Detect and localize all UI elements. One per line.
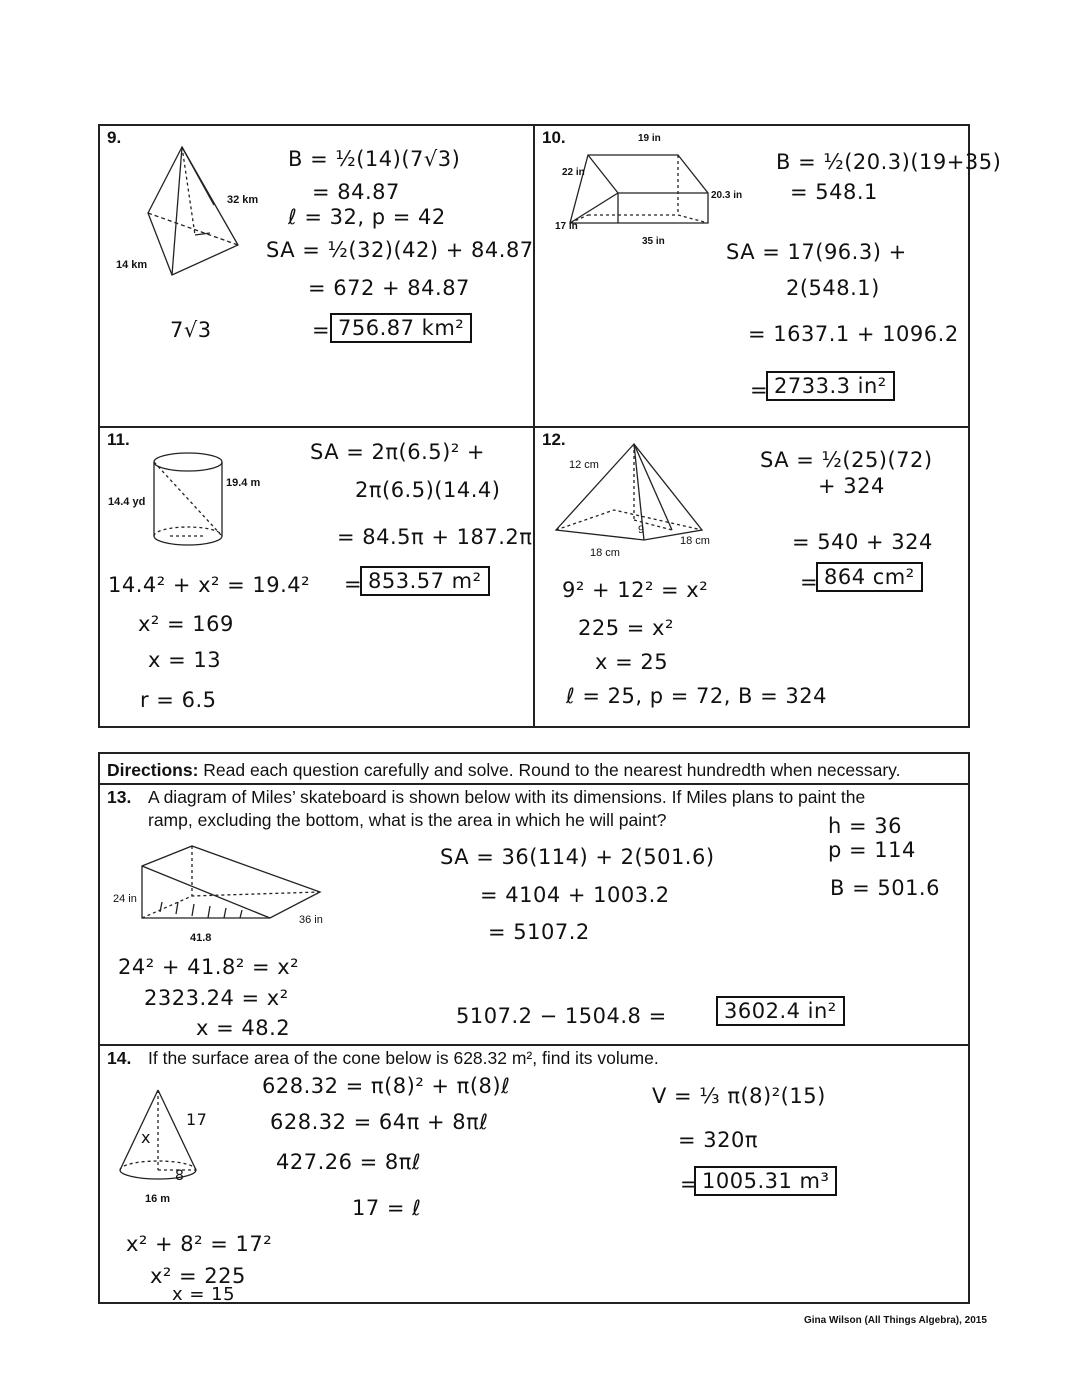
directions-label: Directions: [107, 760, 199, 780]
q13-work-5: 2323.24 = x² [144, 986, 289, 1010]
q11-answer: 853.57 m² [360, 566, 490, 596]
q9-work-5: = 672 + 84.87 [308, 276, 470, 300]
q14-answer: 1005.31 m³ [694, 1166, 837, 1196]
q11-height-label: 14.4 yd [108, 496, 146, 508]
q11-work-7: r = 6.5 [140, 688, 217, 712]
q14-equals: = [680, 1172, 699, 1196]
q13-work-2: = 4104 + 1003.2 [480, 883, 670, 907]
q13-work-3: = 5107.2 [488, 920, 590, 944]
q12-number: 12. [542, 430, 566, 449]
q13-p: p = 114 [828, 838, 916, 862]
q10-work-2: = 548.1 [790, 180, 878, 204]
q10-number: 10. [542, 128, 566, 147]
q13-height-label: 24 in [113, 893, 137, 905]
q13-number: 13. [107, 787, 132, 807]
q12-answer: 864 cm² [816, 562, 923, 592]
q14-work-2: 628.32 = 64π + 8πℓ [270, 1110, 489, 1134]
q11-diag-label: 19.4 m [226, 477, 261, 489]
q10-answer: 2733.3 in² [766, 371, 895, 401]
q11-work-3: = 84.5π + 187.2π [337, 525, 533, 549]
q10-work-3: SA = 17(96.3) + [726, 240, 907, 264]
q12-side-label: 18 cm [680, 535, 710, 547]
q13-base-label: 41.8 [190, 932, 212, 944]
q13-width-label: 36 in [299, 914, 323, 926]
q10-work-1: B = ½(20.3)(19+35) [776, 150, 1002, 174]
q14-number: 14. [107, 1048, 132, 1068]
q12-work-2: + 324 [818, 474, 885, 498]
directions-divider [98, 783, 970, 785]
q12-work-6: x = 25 [595, 650, 669, 674]
q11-work-6: x = 13 [148, 648, 222, 672]
q11-equals: = [344, 572, 363, 596]
q13-text-line2: ramp, excluding the bottom, what is the area in which he will paint? [148, 810, 667, 830]
q14-work-3: 427.26 = 8πℓ [276, 1150, 422, 1174]
q12-work-7: ℓ = 25, p = 72, B = 324 [566, 684, 827, 708]
q12-work-1: SA = ½(25)(72) [760, 448, 933, 472]
q13-b: B = 501.6 [830, 876, 940, 900]
q12-equals: = [800, 570, 819, 594]
q14-slant-label: 17 [186, 1110, 208, 1129]
q9-work-2: = 84.87 [312, 180, 400, 204]
q14-cone-figure [112, 1088, 202, 1188]
q11-work-1: SA = 2π(6.5)² + [310, 440, 486, 464]
q13-text-line1: A diagram of Miles’ skateboard is shown below with its dimensions. If Miles plans to paint the [148, 787, 866, 807]
q14-work-7: x² + 8² = 17² [126, 1232, 273, 1256]
q9-apothem-label: 7√3 [170, 318, 212, 342]
q13-h: h = 36 [828, 814, 902, 838]
q9-equals: = [312, 318, 331, 342]
q10-bottom-label: 35 in [642, 236, 665, 247]
q13-work-7: 5107.2 − 1504.8 = [456, 1004, 667, 1028]
q9-work-1: B = ½(14)(7√3) [288, 147, 461, 171]
q13-work-1: SA = 36(114) + 2(501.6) [440, 845, 715, 869]
q12-work-5: 225 = x² [578, 616, 674, 640]
q13-work-4: 24² + 41.8² = x² [118, 955, 300, 979]
q14-work-5: V = ⅓ π(8)²(15) [652, 1084, 826, 1108]
q12-work-4: 9² + 12² = x² [562, 578, 709, 602]
credit-line: Gina Wilson (All Things Algebra), 2015 [804, 1315, 987, 1326]
q12-base-label: 18 cm [590, 547, 620, 559]
q14-work-1: 628.32 = π(8)² + π(8)ℓ [262, 1074, 511, 1098]
q13-work-6: x = 48.2 [196, 1016, 291, 1040]
directions-text: Read each question carefully and solve. Round to the nearest hundredth when necessary. [203, 760, 901, 780]
q10-prism-figure [568, 145, 718, 235]
q9-pyramid-figure [110, 145, 250, 315]
q13-q14-divider [98, 1044, 970, 1046]
q11-work-2: 2π(6.5)(14.4) [355, 478, 501, 502]
q9-number: 9. [107, 128, 122, 147]
q9-work-4: SA = ½(32)(42) + 84.87 [266, 238, 534, 262]
q10-top-label: 19 in [638, 133, 661, 144]
directions [107, 760, 901, 781]
q14-work-8: x² = 225 [150, 1264, 246, 1288]
q14-x-label: x [141, 1128, 151, 1147]
q14-work-4: 17 = ℓ [352, 1196, 422, 1220]
q12-work-3: = 540 + 324 [792, 530, 933, 554]
q14-base-label: 16 m [145, 1193, 171, 1205]
q11-number: 11. [107, 430, 130, 449]
q14-work-9: x = 15 [172, 1284, 236, 1305]
q10-height-label: 20.3 in [711, 190, 743, 201]
q9-slant-label: 32 km [227, 194, 259, 206]
q11-cylinder-figure [150, 448, 230, 548]
q10-front-label: 17 in [555, 221, 578, 232]
q14-text: If the surface area of the cone below is 628.32 m², find its volume. [148, 1048, 659, 1068]
q14-radius-label: 8 [175, 1168, 185, 1184]
q11-work-5: x² = 169 [138, 612, 234, 636]
q10-work-4: 2(548.1) [786, 276, 880, 300]
q10-left-label: 22 in [562, 167, 585, 178]
q12-nine-label: 9 [638, 524, 645, 536]
q14-work-6: = 320π [678, 1128, 758, 1152]
q9-work-3: ℓ = 32, p = 42 [288, 205, 446, 229]
q11-work-4: 14.4² + x² = 19.4² [108, 573, 311, 597]
q10-work-5: = 1637.1 + 1096.2 [748, 322, 959, 346]
q9-answer: 756.87 km² [330, 313, 472, 343]
q13-answer: 3602.4 in² [716, 996, 845, 1026]
q12-height-label: 12 cm [569, 459, 599, 471]
q9-base-label: 14 km [116, 259, 148, 271]
q10-equals: = [750, 378, 769, 402]
grid-divider-horizontal [98, 426, 970, 428]
